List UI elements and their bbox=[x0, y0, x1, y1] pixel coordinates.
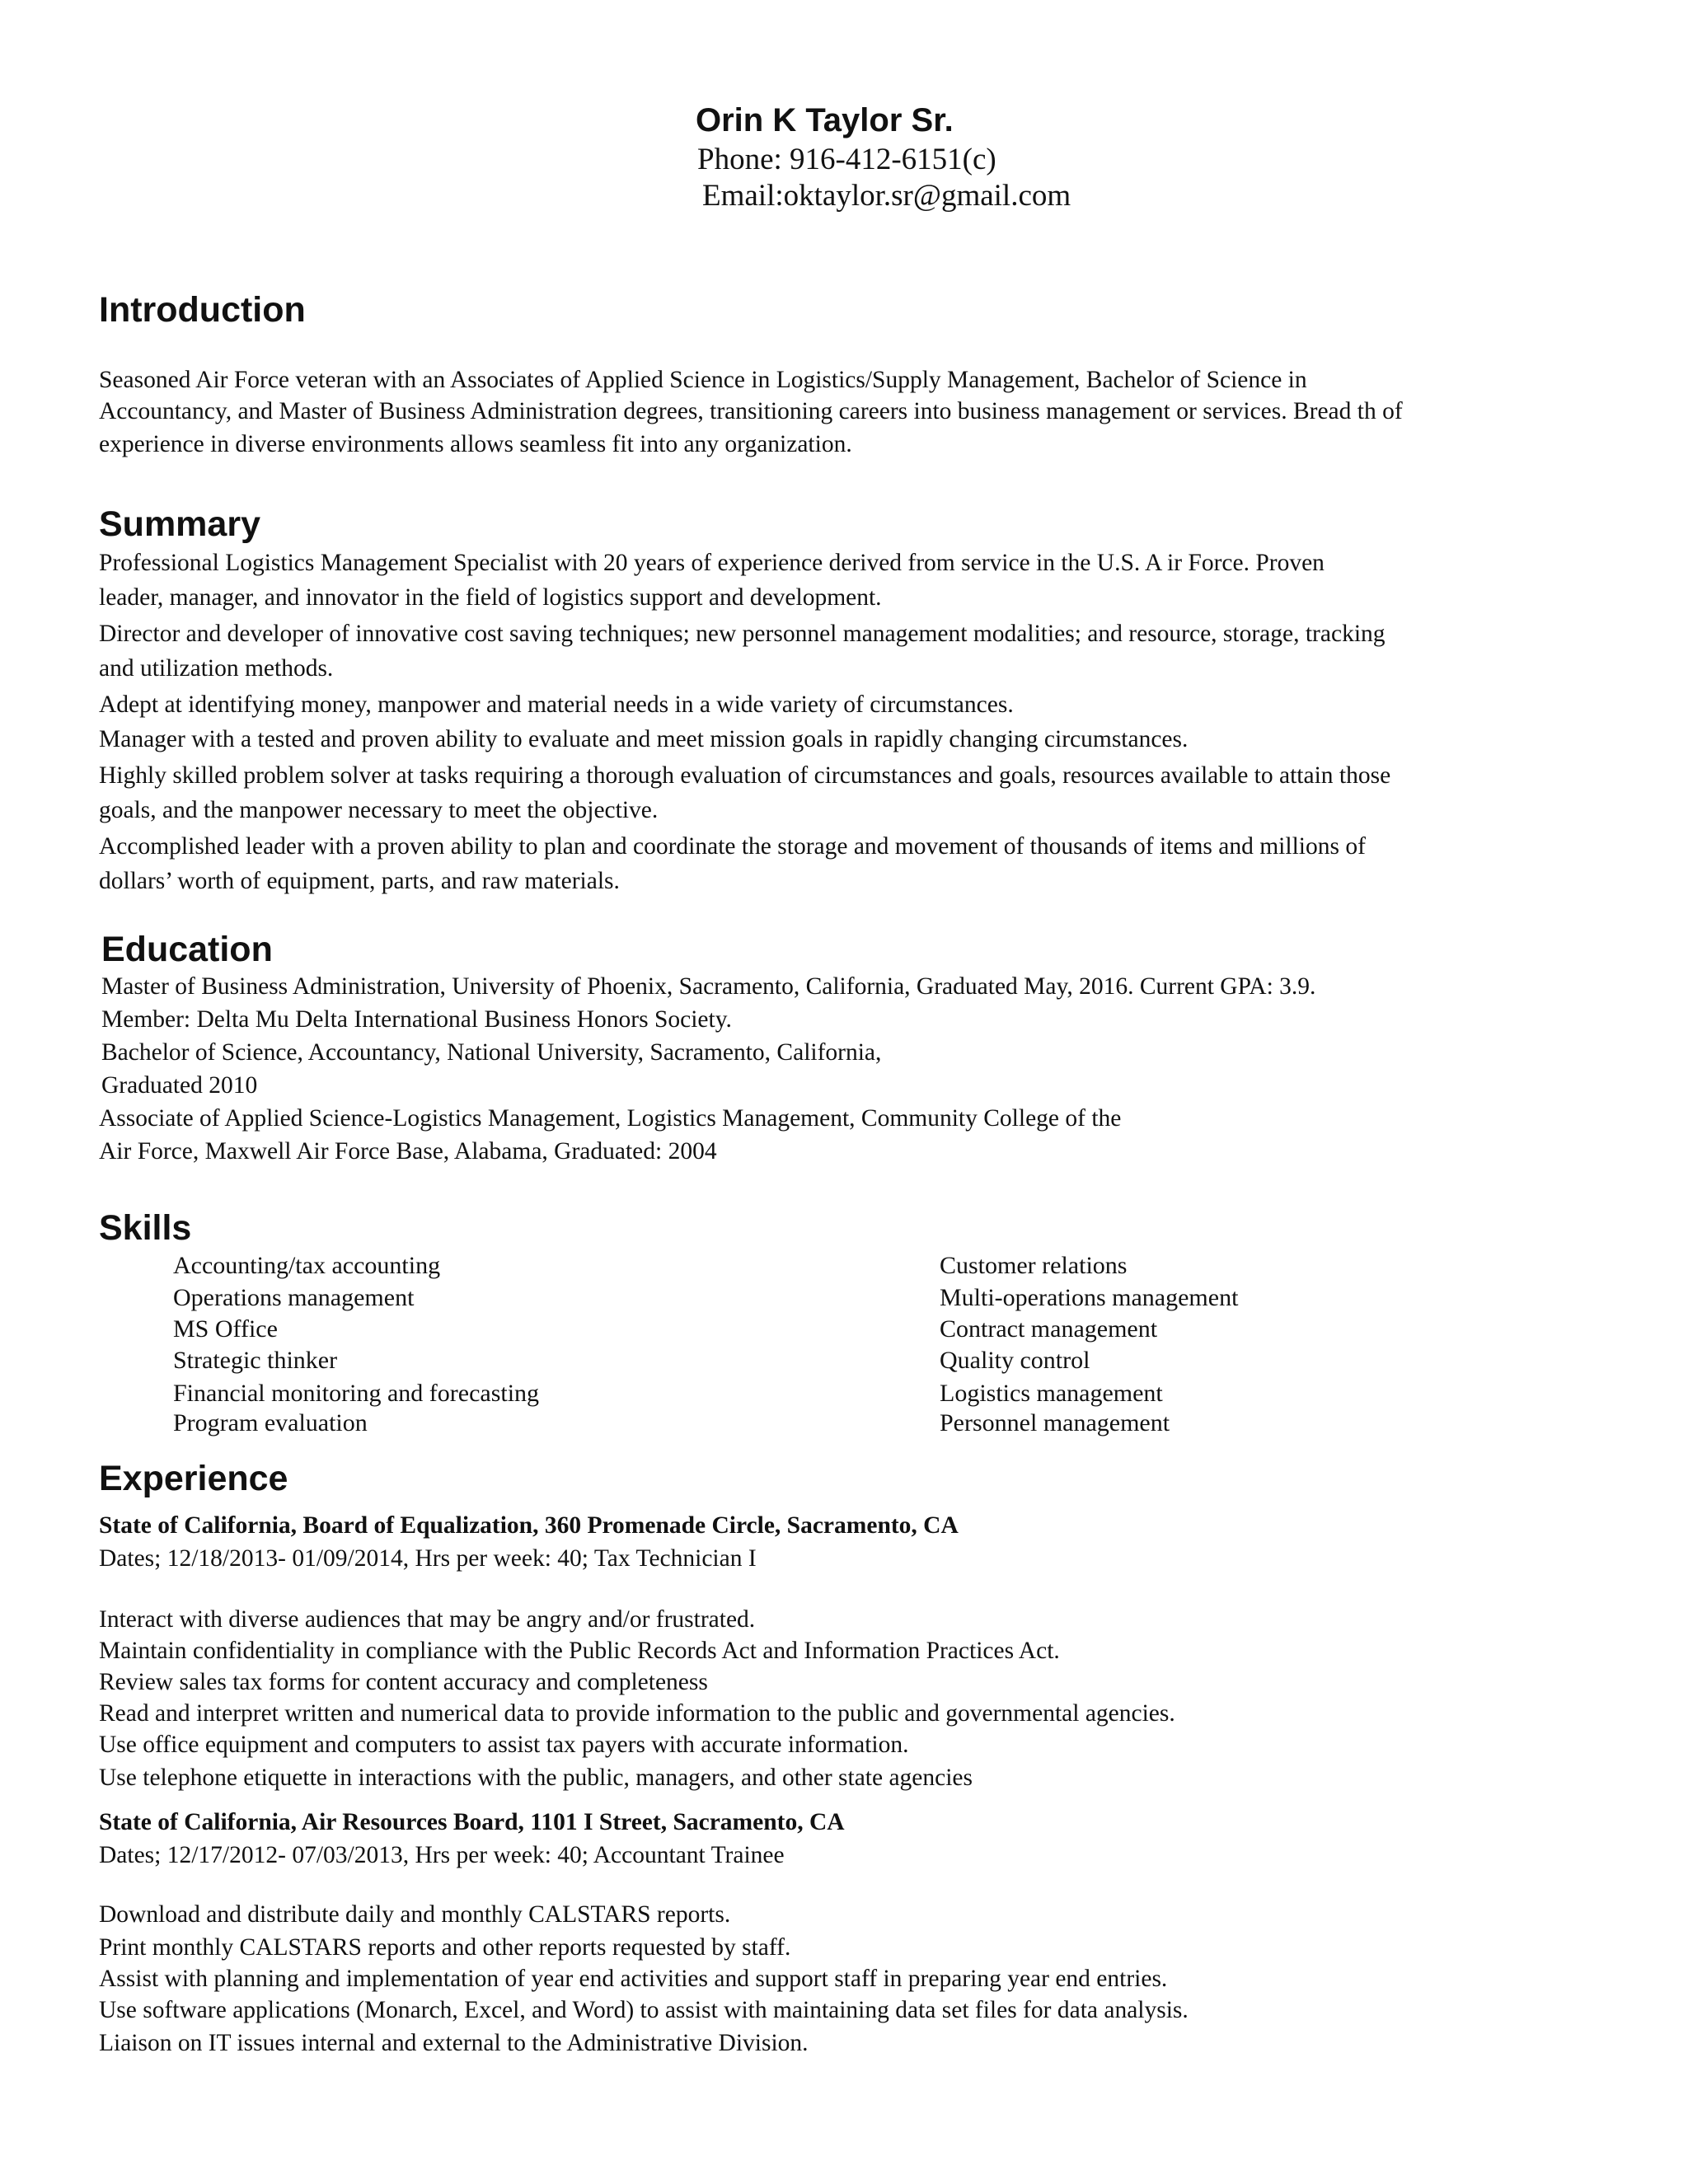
education-line: Master of Business Administration, University of Phoenix, Sacramento, California, Graduated May, 2016. Current GPA: 3.9. bbox=[101, 973, 1316, 1000]
summary-line: dollars’ worth of equipment, parts, and raw materials. bbox=[99, 868, 620, 894]
summary-line: Manager with a tested and proven ability to evaluate and meet mission goals in rapidly changing circumstances. bbox=[99, 726, 1189, 752]
skill-item: Accounting/tax accounting bbox=[173, 1252, 441, 1279]
job-employer: State of California, Board of Equalization, 360 Promenade Circle, Sacramento, CA bbox=[99, 1512, 959, 1539]
job-duty: Use office equipment and computers to assist tax payers with accurate information. bbox=[99, 1732, 909, 1758]
skill-item: Program evaluation bbox=[173, 1409, 368, 1436]
candidate-name: Orin K Taylor Sr. bbox=[696, 102, 954, 138]
job-duty: Download and distribute daily and monthly CALSTARS reports. bbox=[99, 1901, 731, 1928]
job-duty: Interact with diverse audiences that may be angry and/or frustrated. bbox=[99, 1606, 756, 1633]
education-heading: Education bbox=[101, 930, 273, 969]
skill-item: Logistics management bbox=[940, 1380, 1163, 1407]
job-duty: Liaison on IT issues internal and external to the Administrative Division. bbox=[99, 2030, 809, 2056]
summary-line: Adept at identifying money, manpower and material needs in a wide variety of circumstances. bbox=[99, 691, 1014, 718]
summary-heading: Summary bbox=[99, 504, 260, 544]
education-line: Air Force, Maxwell Air Force Base, Alabama, Graduated: 2004 bbox=[99, 1138, 717, 1165]
summary-line: Accomplished leader with a proven ability to plan and coordinate the storage and movement of thousands of items and millions of bbox=[99, 833, 1366, 860]
skill-item: Personnel management bbox=[940, 1409, 1170, 1436]
job-duty: Maintain confidentiality in compliance with the Public Records Act and Information Practices Act. bbox=[99, 1638, 1060, 1664]
introduction-line: Seasoned Air Force veteran with an Associates of Applied Science in Logistics/Supply Management, Bachelor of Science in bbox=[99, 367, 1307, 393]
job-employer: State of California, Air Resources Board, 1101 I Street, Sacramento, CA bbox=[99, 1809, 845, 1835]
job-duty: Use telephone etiquette in interactions with the public, managers, and other state agencies bbox=[99, 1765, 973, 1791]
experience-heading: Experience bbox=[99, 1459, 288, 1498]
job-duty: Read and interpret written and numerical data to provide information to the public and governmental agencies. bbox=[99, 1700, 1175, 1727]
summary-line: leader, manager, and innovator in the field of logistics support and development. bbox=[99, 584, 882, 611]
skill-item: Customer relations bbox=[940, 1252, 1128, 1279]
skill-item: Multi-operations management bbox=[940, 1284, 1239, 1311]
summary-line: and utilization methods. bbox=[99, 655, 334, 682]
skill-item: Contract management bbox=[940, 1315, 1158, 1343]
skill-item: Financial monitoring and forecasting bbox=[173, 1380, 540, 1407]
phone-line: Phone: 916-412-6151(c) bbox=[697, 143, 996, 176]
job-duty: Use software applications (Monarch, Excel, and Word) to assist with maintaining data set files for data analysis. bbox=[99, 1997, 1189, 2023]
summary-line: Director and developer of innovative cost saving techniques; new personnel management modalities; and resource, storage, tracking bbox=[99, 621, 1386, 647]
education-line: Associate of Applied Science-Logistics Management, Logistics Management, Community College of the bbox=[99, 1105, 1122, 1132]
job-dates: Dates; 12/17/2012- 07/03/2013, Hrs per week: 40; Accountant Trainee bbox=[99, 1842, 785, 1868]
summary-line: Highly skilled problem solver at tasks requiring a thorough evaluation of circumstances and goals, resources available to attain those bbox=[99, 762, 1391, 789]
skill-item: Operations management bbox=[173, 1284, 415, 1311]
email-line: Email:oktaylor.sr@gmail.com bbox=[702, 179, 1071, 213]
summary-line: Professional Logistics Management Specialist with 20 years of experience derived from service in the U.S. A ir Force. Proven bbox=[99, 550, 1325, 576]
summary-line: goals, and the manpower necessary to meet the objective. bbox=[99, 797, 659, 823]
job-duty: Print monthly CALSTARS reports and other reports requested by staff. bbox=[99, 1934, 791, 1961]
job-dates: Dates; 12/18/2013- 01/09/2014, Hrs per week: 40; Tax Technician I bbox=[99, 1545, 757, 1572]
skills-heading: Skills bbox=[99, 1208, 192, 1248]
job-duty: Assist with planning and implementation of year end activities and support staff in preparing year end entries. bbox=[99, 1966, 1168, 1992]
introduction-line: experience in diverse environments allows seamless fit into any organization. bbox=[99, 431, 852, 457]
education-line: Bachelor of Science, Accountancy, National University, Sacramento, California, bbox=[101, 1039, 882, 1066]
introduction-line: Accountancy, and Master of Business Administration degrees, transitioning careers into business management or services. Bread th of bbox=[99, 398, 1403, 424]
education-line: Graduated 2010 bbox=[101, 1072, 258, 1099]
introduction-heading: Introduction bbox=[99, 290, 306, 330]
skill-item: Strategic thinker bbox=[173, 1347, 338, 1374]
skill-item: Quality control bbox=[940, 1347, 1090, 1374]
job-duty: Review sales tax forms for content accuracy and completeness bbox=[99, 1669, 708, 1695]
education-line: Member: Delta Mu Delta International Business Honors Society. bbox=[101, 1006, 732, 1033]
skill-item: MS Office bbox=[173, 1315, 278, 1343]
